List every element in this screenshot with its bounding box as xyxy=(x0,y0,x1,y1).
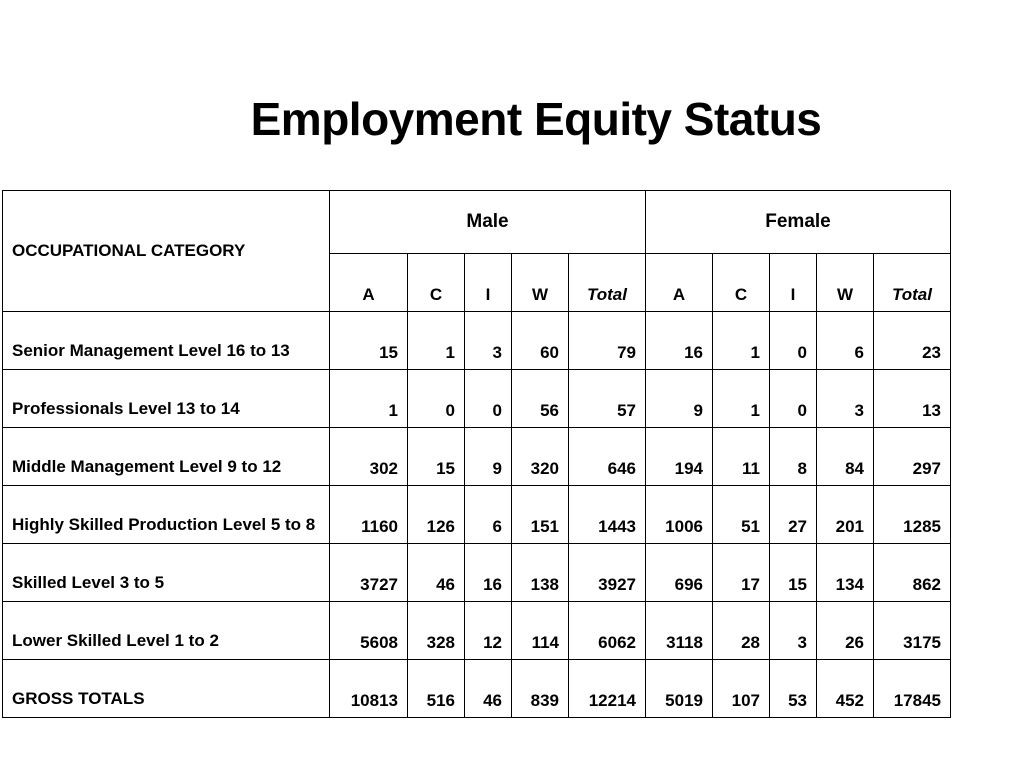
cell-female-i: 27 xyxy=(770,486,817,544)
cell-female-i: 53 xyxy=(770,660,817,718)
cell-male-i: 46 xyxy=(465,660,512,718)
cell-male-i: 12 xyxy=(465,602,512,660)
cell-male-total: 12214 xyxy=(569,660,646,718)
cell-male-total: 57 xyxy=(569,370,646,428)
cell-male-w: 151 xyxy=(512,486,569,544)
cell-male-w: 320 xyxy=(512,428,569,486)
row-label xyxy=(3,486,330,544)
cell-female-w: 6 xyxy=(817,312,874,370)
cell-male-a: 302 xyxy=(330,428,408,486)
cell-male-total: 3927 xyxy=(569,544,646,602)
female-col-i: I xyxy=(770,254,817,312)
cell-female-i: 0 xyxy=(770,370,817,428)
cell-female-a: 5019 xyxy=(646,660,713,718)
cell-male-a: 1160 xyxy=(330,486,408,544)
cell-female-a: 696 xyxy=(646,544,713,602)
female-col-c: C xyxy=(713,254,770,312)
male-col-w: W xyxy=(512,254,569,312)
table-row-totals xyxy=(3,660,951,718)
cell-female-a: 9 xyxy=(646,370,713,428)
row-label xyxy=(3,544,330,602)
cell-female-w: 84 xyxy=(817,428,874,486)
cell-female-c: 1 xyxy=(713,370,770,428)
cell-male-a: 10813 xyxy=(330,660,408,718)
cell-male-w: 56 xyxy=(512,370,569,428)
cell-male-w: 114 xyxy=(512,602,569,660)
cell-male-c: 0 xyxy=(408,370,465,428)
cell-female-c: 17 xyxy=(713,544,770,602)
cell-female-w: 201 xyxy=(817,486,874,544)
cell-male-c: 328 xyxy=(408,602,465,660)
row-label-text: Middle Management Level 9 to 12 xyxy=(12,457,282,476)
cell-female-a: 3118 xyxy=(646,602,713,660)
cell-male-i: 0 xyxy=(465,370,512,428)
cell-female-c: 107 xyxy=(713,660,770,718)
male-col-total: Total xyxy=(569,254,646,312)
table-row xyxy=(3,312,951,370)
cell-female-total: 1285 xyxy=(874,486,951,544)
employment-equity-table xyxy=(2,190,951,718)
row-label-text: Skilled Level 3 to 5 xyxy=(12,573,165,592)
cell-male-i: 3 xyxy=(465,312,512,370)
table-row xyxy=(3,428,951,486)
cell-male-a: 5608 xyxy=(330,602,408,660)
cell-male-total: 1443 xyxy=(569,486,646,544)
cell-male-c: 126 xyxy=(408,486,465,544)
cell-female-i: 15 xyxy=(770,544,817,602)
female-col-total: Total xyxy=(874,254,951,312)
table-row xyxy=(3,602,951,660)
cell-female-c: 28 xyxy=(713,602,770,660)
row-label xyxy=(3,660,330,718)
cell-male-a: 15 xyxy=(330,312,408,370)
cell-female-i: 3 xyxy=(770,602,817,660)
row-label xyxy=(3,370,330,428)
cell-male-a: 1 xyxy=(330,370,408,428)
cell-male-c: 1 xyxy=(408,312,465,370)
row-label-text: Lower Skilled Level 1 to 2 xyxy=(12,631,219,650)
cell-female-w: 26 xyxy=(817,602,874,660)
cell-male-w: 138 xyxy=(512,544,569,602)
cell-female-total: 23 xyxy=(874,312,951,370)
cell-female-w: 452 xyxy=(817,660,874,718)
row-label xyxy=(3,312,330,370)
cell-female-a: 194 xyxy=(646,428,713,486)
cell-female-total: 13 xyxy=(874,370,951,428)
cell-male-total: 646 xyxy=(569,428,646,486)
male-col-a: A xyxy=(330,254,408,312)
occupational-category-header: OCCUPATIONAL CATEGORY xyxy=(3,191,330,312)
cell-male-c: 516 xyxy=(408,660,465,718)
cell-female-total: 862 xyxy=(874,544,951,602)
cell-male-i: 9 xyxy=(465,428,512,486)
cell-male-total: 6062 xyxy=(569,602,646,660)
cell-male-c: 46 xyxy=(408,544,465,602)
cell-female-i: 0 xyxy=(770,312,817,370)
cell-female-total: 3175 xyxy=(874,602,951,660)
cell-male-w: 60 xyxy=(512,312,569,370)
cell-female-a: 1006 xyxy=(646,486,713,544)
table-row xyxy=(3,370,951,428)
male-group-header: Male xyxy=(330,191,646,254)
row-label xyxy=(3,602,330,660)
cell-female-w: 3 xyxy=(817,370,874,428)
row-label-text: Highly Skilled Production Level 5 to 8 xyxy=(12,515,316,534)
cell-male-i: 6 xyxy=(465,486,512,544)
female-group-header: Female xyxy=(646,191,951,254)
cell-female-w: 134 xyxy=(817,544,874,602)
row-label-text: Professionals Level 13 to 14 xyxy=(12,399,240,418)
table-row xyxy=(3,486,951,544)
page-title: Employment Equity Status xyxy=(250,93,822,145)
cell-female-a: 16 xyxy=(646,312,713,370)
row-label-text: GROSS TOTALS xyxy=(12,689,145,708)
cell-male-w: 839 xyxy=(512,660,569,718)
male-col-c: C xyxy=(408,254,465,312)
table-row xyxy=(3,544,951,602)
cell-female-c: 1 xyxy=(713,312,770,370)
cell-female-total: 17845 xyxy=(874,660,951,718)
row-label-text: Senior Management Level 16 to 13 xyxy=(12,341,290,360)
cell-female-c: 51 xyxy=(713,486,770,544)
cell-male-total: 79 xyxy=(569,312,646,370)
cell-female-total: 297 xyxy=(874,428,951,486)
female-col-w: W xyxy=(817,254,874,312)
cell-female-c: 11 xyxy=(713,428,770,486)
male-col-i: I xyxy=(465,254,512,312)
female-col-a: A xyxy=(646,254,713,312)
row-label xyxy=(3,428,330,486)
cell-male-c: 15 xyxy=(408,428,465,486)
cell-male-a: 3727 xyxy=(330,544,408,602)
cell-female-i: 8 xyxy=(770,428,817,486)
cell-male-i: 16 xyxy=(465,544,512,602)
